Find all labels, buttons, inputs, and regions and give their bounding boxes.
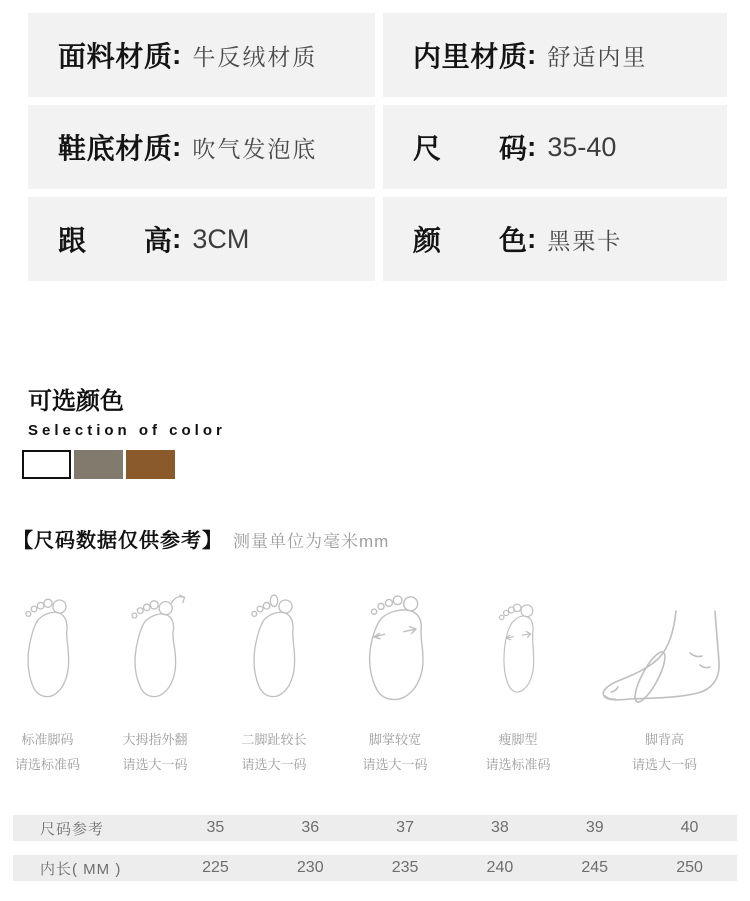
spec-label: 跟高: [58, 225, 172, 256]
spec-cell-sole-material: [28, 105, 375, 189]
color-swatches: [22, 450, 175, 479]
size-value: 230: [296, 859, 324, 876]
foot-guide-label: 标准脚码 请选标准码: [14, 732, 80, 772]
size-value: 250: [676, 859, 703, 876]
foot-bunion-icon: [114, 585, 196, 711]
spec-colon: :: [172, 39, 182, 70]
size-value: 40: [680, 819, 699, 836]
size-value: 240: [486, 859, 514, 876]
size-value: 38: [491, 819, 509, 836]
size-note-unit: 测量单位为毫米mm: [233, 532, 390, 551]
foot-slim-icon: [481, 585, 555, 711]
spec-cell-size-range: [383, 105, 727, 189]
foot-guide-label: 瘦脚型 请选标准码: [485, 732, 551, 772]
size-value: 36: [301, 819, 320, 836]
size-value: 39: [585, 819, 604, 836]
spec-value: 3CM: [192, 223, 250, 254]
color-section-subtitle: Selection of color: [28, 422, 226, 439]
foot-type-guide: [0, 585, 750, 777]
size-row-label: 内长( MM ): [40, 860, 122, 878]
foot-guide-item-long-second-toe: [215, 585, 333, 777]
spec-cell-lining-material: [383, 13, 727, 97]
size-value: 35: [206, 819, 225, 836]
spec-value: 吹气发泡底: [192, 135, 318, 162]
foot-long-second-toe-icon: [233, 585, 315, 711]
spec-colon: :: [527, 131, 537, 162]
spec-cell-upper-material: [28, 13, 375, 97]
color-section: [28, 381, 226, 439]
size-note: [13, 524, 389, 553]
spec-table: [28, 13, 727, 281]
foot-guide-item-wide: [333, 585, 457, 777]
color-swatch-gray: [74, 450, 123, 479]
spec-value: 35-40: [547, 131, 617, 162]
spec-cell-color: [383, 197, 727, 281]
size-value: 225: [202, 859, 229, 876]
size-reference-table: [13, 815, 737, 895]
spec-value: 舒适内里: [547, 43, 648, 70]
color-swatch-brown: [126, 450, 175, 479]
spec-label: 内里材质: [413, 41, 527, 72]
foot-guide-label: 脚掌较宽 请选大一码: [362, 732, 428, 772]
color-section-title: 可选颜色: [28, 388, 124, 415]
foot-guide-item-bunion: [95, 585, 215, 777]
spec-colon: :: [172, 131, 182, 162]
spec-colon: :: [527, 223, 537, 254]
foot-high-instep-icon: [590, 585, 740, 711]
size-value: 235: [391, 859, 419, 876]
size-row-label: 尺码参考: [40, 820, 105, 838]
spec-colon: :: [527, 39, 537, 70]
foot-guide-label: 二脚趾较长 请选大一码: [241, 732, 307, 772]
size-row-sizes: [13, 815, 737, 841]
foot-standard-icon: [7, 585, 89, 711]
foot-guide-item-high-instep: [579, 585, 750, 777]
foot-guide-item-slim: [457, 585, 579, 777]
spec-value: 黑栗卡: [547, 227, 623, 254]
size-row-inner-length: [13, 855, 737, 881]
spec-value: 牛反绒材质: [192, 43, 318, 70]
spec-label: 面料材质: [58, 41, 172, 72]
spec-label: 鞋底材质: [58, 133, 172, 164]
spec-cell-heel-height: [28, 197, 375, 281]
foot-guide-label: 脚背高 请选大一码: [631, 732, 697, 772]
color-swatch-white: [22, 450, 71, 479]
spec-colon: :: [172, 223, 182, 254]
spec-label: 颜色: [413, 225, 527, 256]
size-note-title: 【尺码数据仅供参考】: [13, 530, 223, 552]
size-value: 245: [581, 859, 609, 876]
foot-guide-item-standard: [0, 585, 95, 777]
size-value: 37: [396, 819, 414, 836]
foot-wide-icon: [349, 585, 441, 711]
spec-label: 尺码: [413, 133, 527, 164]
foot-guide-label: 大拇指外翻 请选大一码: [122, 732, 188, 772]
